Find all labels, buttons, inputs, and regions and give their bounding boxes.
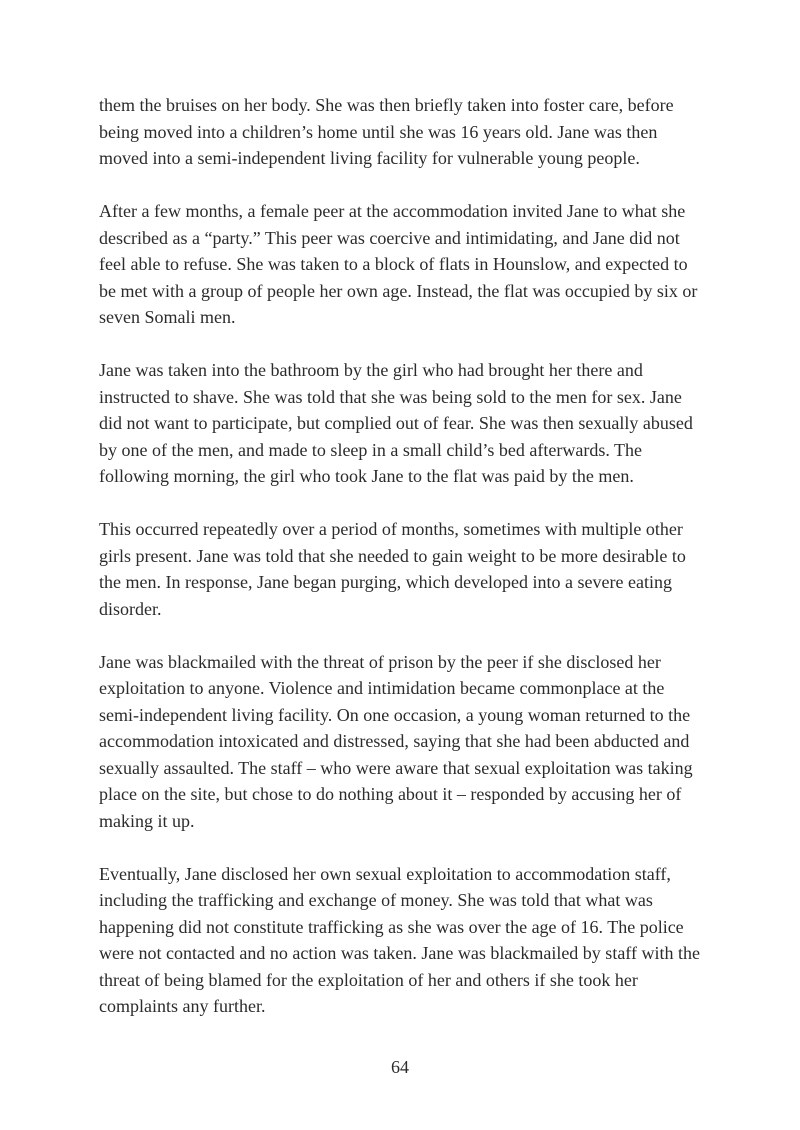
body-text bbox=[99, 92, 704, 1046]
paragraph-3: Jane was taken into the bathroom by the girl who had brought her there and instructed to shave. She was told that she was being sold to the men for sex. Jane did not want to participate, but complied out of fear. She was then sexually abused by one of the men, and made to sleep in a small child’s bed afterwards. The following morning, the girl who took Jane to the flat was paid by the men. bbox=[99, 360, 693, 486]
paragraph-4: This occurred repeatedly over a period of months, sometimes with multiple other girls present. Jane was told that she needed to gain weight to be more desirable to the men. In response, Jane began purging, which developed into a severe eating disorder. bbox=[99, 519, 686, 619]
page-number: 64 bbox=[391, 1057, 409, 1077]
paragraph-2: After a few months, a female peer at the accommodation invited Jane to what she described as a “party.” This peer was coercive and intimidating, and Jane did not feel able to refuse. She was taken to a block of flats in Hounslow, and expected to be met with a group of people her own age. Instead, the flat was occupied by six or seven Somali men. bbox=[99, 201, 698, 327]
paragraph-5: Jane was blackmailed with the threat of prison by the peer if she disclosed her exploitation to anyone. Violence and intimidation became commonplace at the semi-independent living facility. On one occasion, a young woman returned to the accommodation intoxicated and distressed, saying that she had been abducted and sexually assaulted. The staff – who were aware that sexual exploitation was taking place on the site, but chose to do nothing about it – responded by accusing her of making it up. bbox=[99, 651, 693, 831]
paragraph-6: Eventually, Jane disclosed her own sexual exploitation to accommodation staff, including the trafficking and exchange of money. She was told that what was happening did not constitute trafficking as she was over the age of 16. The police were not contacted and no action was taken. Jane was blackmailed by staff with the threat of being blamed for the exploitation of her and others if she took her complaints any further. bbox=[99, 863, 700, 1016]
paragraph-1: them the bruises on her body. She was then briefly taken into foster care, before being moved into a children’s home until she was 16 years old. Jane was then moved into a semi-independent living facility for vulnerable young people. bbox=[99, 95, 674, 168]
